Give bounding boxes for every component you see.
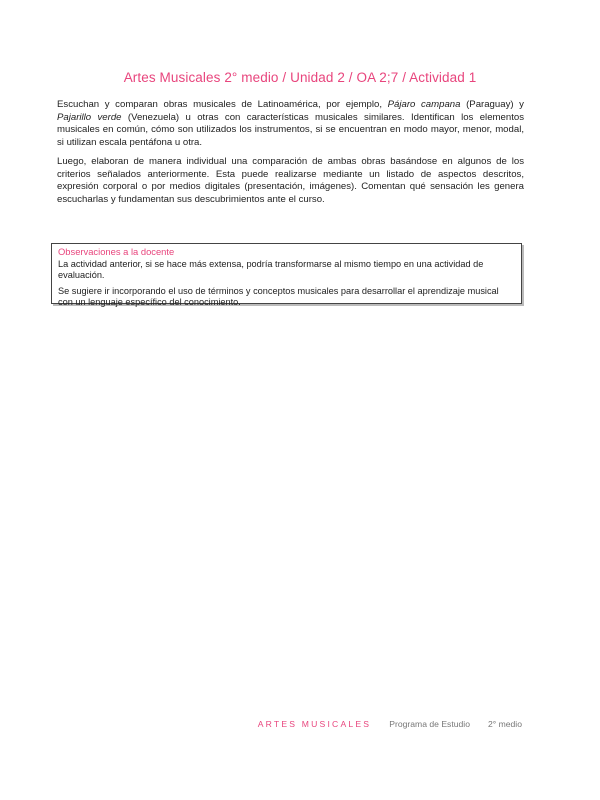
activity-paragraph-1 <box>57 99 524 149</box>
teacher-note-1: La actividad anterior, si se hace más extensa, podría transformarse al mismo tiempo en una actividad de evaluación. <box>58 259 484 281</box>
p1-text-a: Escuchan y comparan obras musicales de Latinoamérica, por ejemplo, <box>57 99 388 110</box>
teacher-note-2: Se sugiere ir incorporando el uso de términos y conceptos musicales para desarrollar el aprendizaje musical con un lenguaje específico del conocimiento. <box>58 285 499 308</box>
work-title-2: Pajarillo verde <box>57 111 122 123</box>
footer-program: Programa de Estudio <box>389 719 470 729</box>
page-title: Artes Musicales 2° medio / Unidad 2 / OA 2;7 / Actividad 1 <box>123 70 477 85</box>
activity-paragraph-2: Luego, elaboran de manera individual una comparación de ambas obras basándose en algunos de los criterios señalados anteriormente. Esta puede realizarse mediante un listado de aspectos descritos, expresión corporal o por medios digitales (presentación, imágenes). Comentan qué sensación les genera escucharlas y fundamentan sus descubrimientos ante el curso. <box>57 156 524 205</box>
work-title-1: Pájaro campana <box>387 99 461 110</box>
footer-section: ARTES MUSICALES <box>257 719 372 729</box>
p1-text-c: (Venezuela) u otras con características musicales similares. Identifican los elementos musicales en común, cómo son utilizados los instrumentos, si se encuentran en modo mayor, menor, modal, si utilizan escala pentáfona u otra. <box>57 111 524 148</box>
teacher-notes-box <box>51 243 522 308</box>
teacher-notes-title: Observaciones a la docente <box>58 246 175 257</box>
p1-text-b: (Paraguay) y <box>460 99 524 110</box>
footer-grade: 2° medio <box>487 719 522 729</box>
page-footer <box>258 719 522 729</box>
